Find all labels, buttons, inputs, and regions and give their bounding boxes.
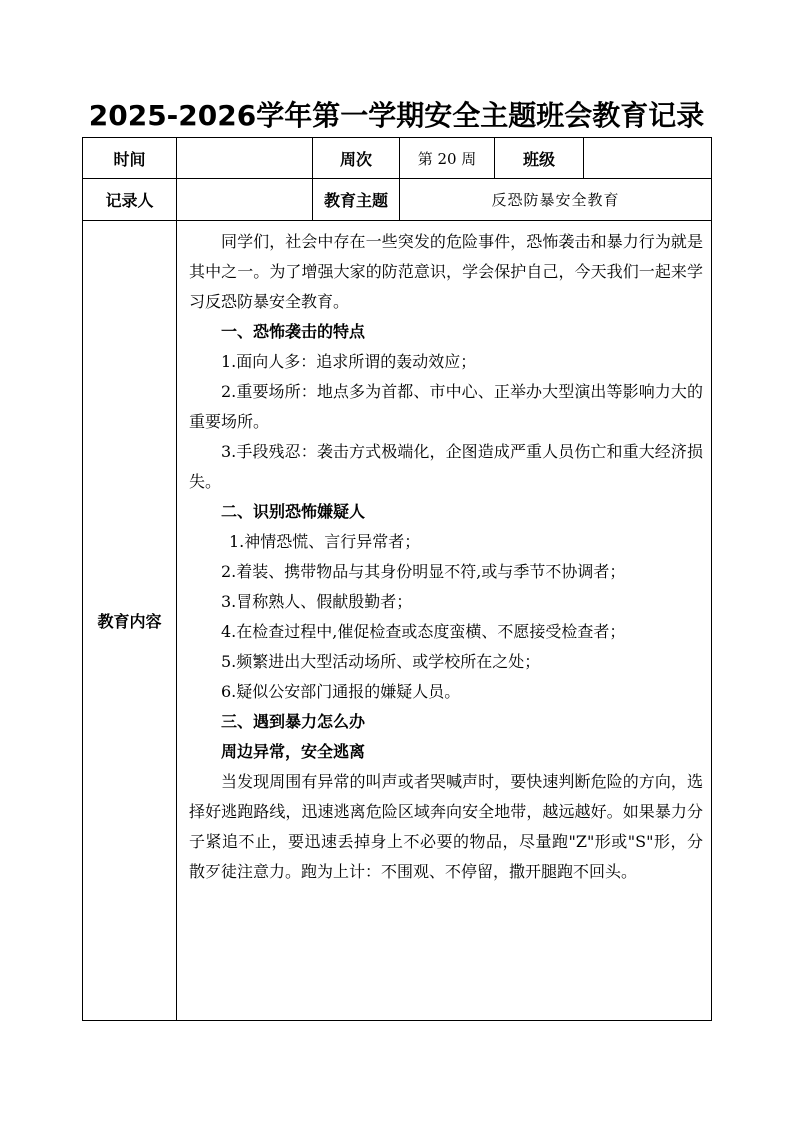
section2-item: 6.疑似公安部门通报的嫌疑人员。: [221, 682, 461, 701]
section3-heading: 三、遇到暴力怎么办: [221, 712, 366, 731]
row-content: [83, 221, 712, 1021]
section2-item: 2.着装、携带物品与其身份明显不符,或与季节不协调者；: [221, 562, 626, 581]
section1-item: 3.手段残忍：袭击方式极端化，企图造成严重人员伤亡和重大经济损失。: [189, 442, 703, 491]
theme-value: 反恐防暴安全教育: [400, 179, 712, 221]
content-body: [177, 221, 712, 1021]
record-table: [82, 137, 712, 1021]
section2-item: 3.冒称熟人、假献殷勤者；: [221, 592, 413, 611]
class-label: 班级: [495, 138, 584, 179]
recorder-label: 记录人: [83, 179, 177, 221]
week-value: 第 20 周: [400, 138, 495, 179]
recorder-value: [177, 179, 313, 221]
row-time: [83, 138, 712, 179]
section2-item: 1.神情恐慌、言行异常者；: [229, 532, 421, 551]
section1-item: 2.重要场所：地点多为首都、市中心、正举办大型演出等影响力大的重要场所。: [189, 382, 703, 431]
section1-heading: 一、恐怖袭击的特点: [221, 322, 366, 341]
section2-item: 4.在检查过程中,催促检查或态度蛮横、不愿接受检查者；: [221, 622, 626, 641]
page-title: 2025-2026学年第一学期安全主题班会教育记录: [88, 99, 705, 132]
content-label: 教育内容: [83, 221, 177, 1021]
theme-label: 教育主题: [313, 179, 400, 221]
section3-paragraph: 当发现周围有异常的叫声或者哭喊声时，要快速判断危险的方向，选择好逃跑路线，迅速逃离危险区域奔向安全地带，越远越好。如果暴力分子紧追不止，要迅速丢掉身上不必要的物品，尽量跑"Z"形或"S"形，分散歹徒注意力。跑为上计：不围观、不停留，撒开腿跑不回头。: [189, 772, 703, 881]
section3-subheading: 周边异常，安全逃离: [221, 742, 366, 761]
section2-item: 5.频繁进出大型活动场所、或学校所在之处；: [221, 652, 541, 671]
class-value: [584, 138, 712, 179]
time-label: 时间: [83, 138, 177, 179]
week-label: 周次: [313, 138, 400, 179]
time-value: [177, 138, 313, 179]
intro-paragraph: 同学们，社会中存在一些突发的危险事件，恐怖袭击和暴力行为就是其中之一。为了增强大家的防范意识，学会保护自己，今天我们一起来学习反恐防暴安全教育。: [189, 232, 703, 311]
section1-item: 1.面向人多：追求所谓的轰动效应；: [221, 352, 477, 371]
section2-heading: 二、识别恐怖嫌疑人: [221, 502, 366, 521]
row-recorder: [83, 179, 712, 221]
